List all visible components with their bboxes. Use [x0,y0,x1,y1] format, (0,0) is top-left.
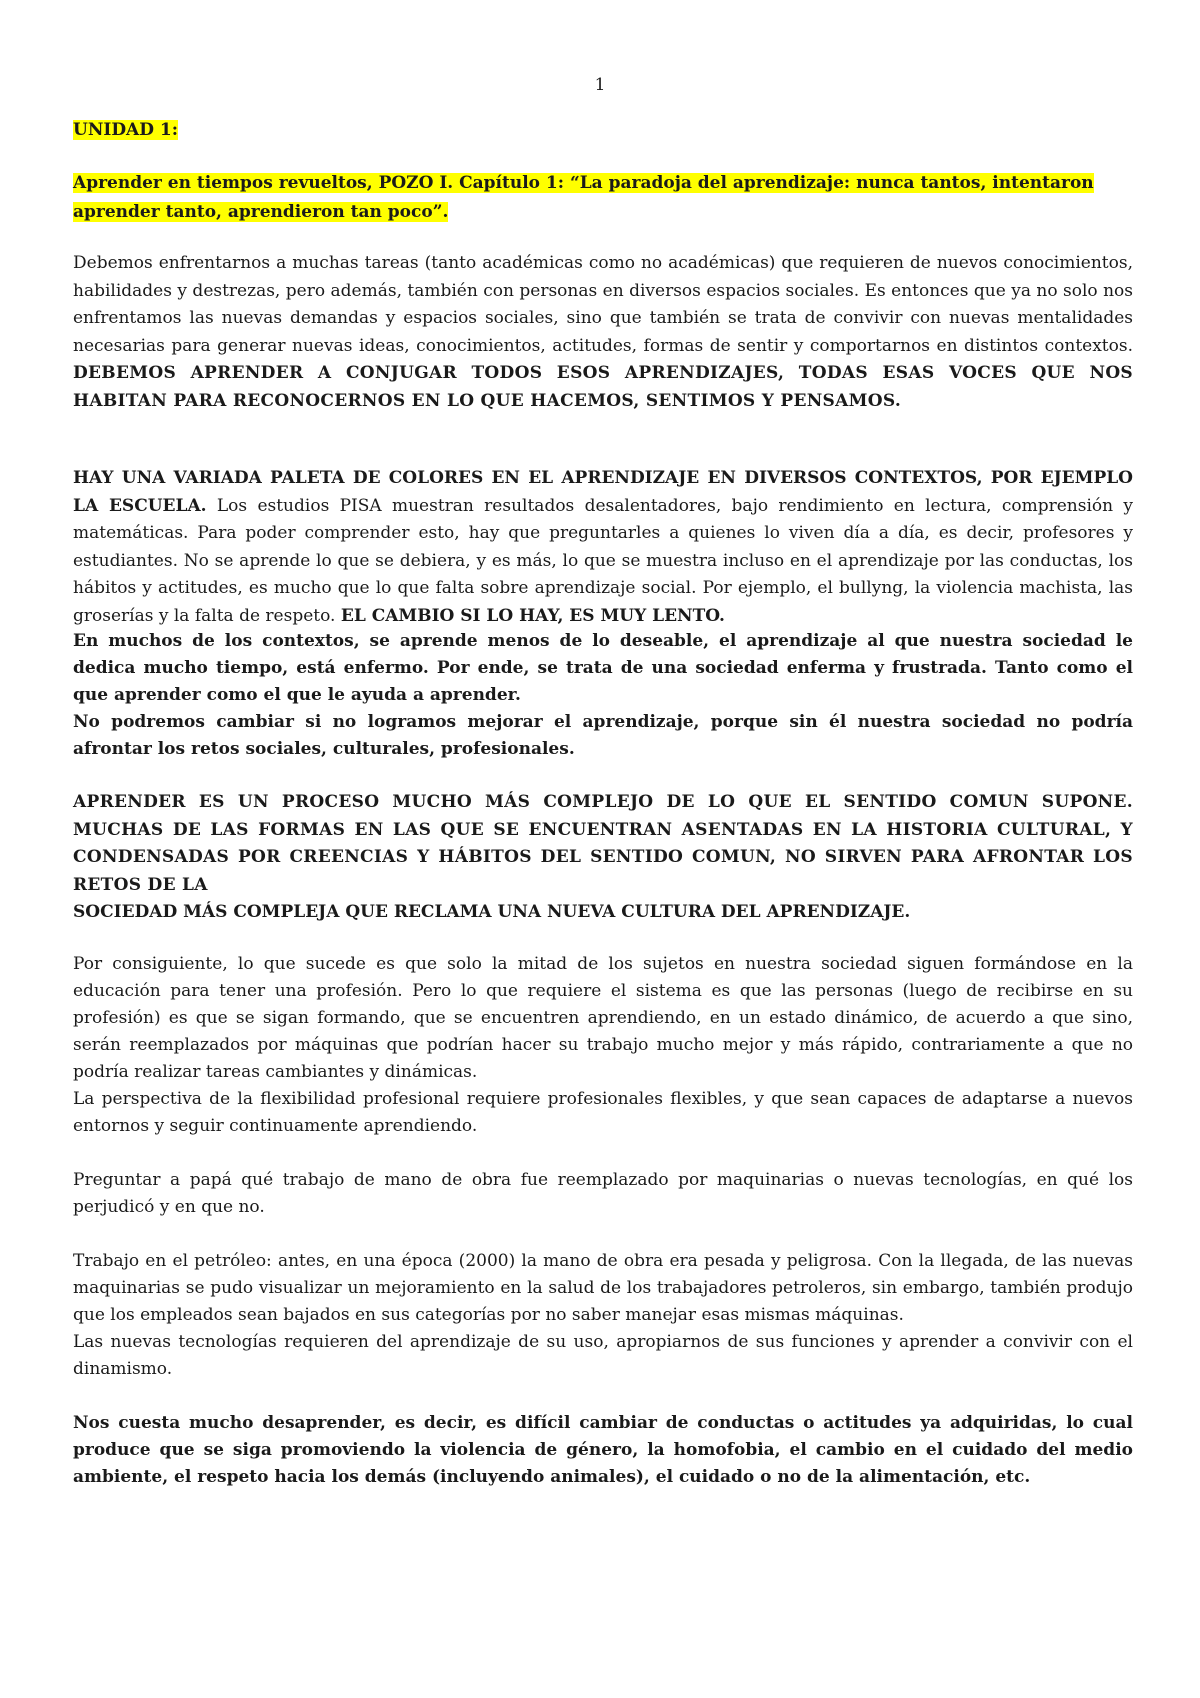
paragraph-intro-bold: DEBEMOS APRENDER A CONJUGAR TODOS ESOS APRENDIZAJES, TODAS ESAS VOCES QUE NOS HABITAN PARA RECONOCERNOS EN LO QUE HACEMOS, SENTIMOS Y PENSAMOS. [73,363,1133,411]
paragraph-palette-text: Los estudios PISA muestran resultados desalentadores, bajo rendimiento en lectura, comprensión y matemáticas. Para poder comprender esto, hay que preguntarles a quienes lo viven día a día, es decir, profesores y estudiantes. No se aprende lo que se debiera, y es más, lo que se muestra incluso en el aprendizaje por las conductas, los hábitos y actitudes, es mucho que lo que falta sobre aprendizaje social. Por ejemplo, el bullyng, la violencia machista, las groserías y la falta de respeto. [73,495,1134,626]
unit-heading-text: UNIDAD 1: [73,120,179,140]
paragraph-ask-dad: Preguntar a papá qué trabajo de mano de obra fue reemplazado por maquinarias o nuevas tecnologías, en qué los perjudicó y en que no. [73,1170,1133,1217]
reading-title-line1: Aprender en tiempos revueltos, POZO I. Capítulo 1: “La paradoja del aprendizaje: nunca tantos, intentaron [73,173,1094,193]
paragraph-unlearning: Nos cuesta mucho desaprender, es decir, es difícil cambiar de conductas o actitudes ya adquiridas, lo cual produce que se siga promoviendo la violencia de género, la homofobia, el cambio en el cuidado del medio ambiente, el respeto hacia los demás (incluyendo animales), el cuidado o no de la alimentación, etc. [73,1413,1133,1487]
paragraph-complex-process [73,789,1133,927]
reading-title-line2: aprender tanto, aprendieron tan poco”. [73,202,449,222]
page-number: 1 [594,75,606,95]
paragraph-flexibility: La perspectiva de la flexibilidad profesional requiere profesionales flexibles, y que sean capaces de adaptarse a nuevos entornos y seguir continuamente aprendiendo. [73,1089,1133,1136]
paragraph-palette-bold: HAY UNA VARIADA PALETA DE COLORES EN EL APRENDIZAJE EN DIVERSOS CONTEXTOS, POR EJEMPLO LA ESCUELA. [73,468,1133,516]
paragraph-intro [73,250,1133,415]
paragraph-change: No podremos cambiar si no logramos mejorar el aprendizaje, porque sin él nuestra sociedad no podría afrontar los retos sociales, culturales, profesionales. [73,712,1133,759]
paragraph-complex-process-bold: APRENDER ES UN PROCESO MUCHO MÁS COMPLEJO DE LO QUE EL SENTIDO COMUN SUPONE. MUCHAS DE LAS FORMAS EN LAS QUE SE ENCUENTRAN ASENTADAS EN LA HISTORIA CULTURAL, Y CONDENSADAS POR CREENCIAS Y HÁBITOS DEL SENTIDO COMUN, NO SIRVEN PARA AFRONTAR LOS RETOS DE LA [73,792,1133,895]
unit-heading [73,116,178,145]
paragraph-new-technologies: Las nuevas tecnologías requieren del aprendizaje de su uso, apropiarnos de sus funciones y aprender a convivir con el dinamismo. [73,1332,1133,1379]
paragraph-intro-text: Debemos enfrentarnos a muchas tareas (tanto académicas como no académicas) que requieren de nuevos conocimientos, habilidades y destrezas, pero además, también con personas en diversos espacios sociales. Es entonces que ya no solo nos enfrentamos las nuevas demandas y espacios sociales, sino que también se trata de convivir con nuevas mentalidades necesarias para generar nuevas ideas, conocimientos, actitudes, formas de sentir y comportarnos en distintos contextos. [73,253,1133,356]
paragraph-palette [73,465,1133,630]
paragraph-complex-process-line2: SOCIEDAD MÁS COMPLEJA QUE RECLAMA UNA NUEVA CULTURA DEL APRENDIZAJE. [73,902,911,922]
paragraph-oil-work: Trabajo en el petróleo: antes, en una época (2000) la mano de obra era pesada y peligrosa. Con la llegada, de las nuevas maquinarias se pudo visualizar un mejoramiento en la salud de los trabajadores petroleros, sin embargo, también produjo que los empleados sean bajados en sus categorías por no saber manejar esas mismas máquinas. [73,1251,1133,1325]
paragraph-sick-society: En muchos de los contextos, se aprende menos de lo deseable, el aprendizaje al que nuestra sociedad le dedica mucho tiempo, está enfermo. Por ende, se trata de una sociedad enferma y frustrada. Tanto como el que aprender como el que le ayuda a aprender. [73,631,1133,705]
paragraph-consequently: Por consiguiente, lo que sucede es que solo la mitad de los sujetos en nuestra sociedad siguen formándose en la educación para tener una profesión. Pero lo que requiere el sistema es que las personas (luego de recibirse en su profesión) es que se sigan formando, que se encuentren aprendiendo, en un estado dinámico, de acuerdo a que sino, serán reemplazados por máquinas que podrían hacer su trabajo mucho mejor y más rápido, contrariamente a que no podría realizar tareas cambiantes y dinámicas. [73,954,1133,1082]
paragraph-palette-bold-end: EL CAMBIO SI LO HAY, ES MUY LENTO. [340,605,725,626]
reading-title [73,169,1133,227]
